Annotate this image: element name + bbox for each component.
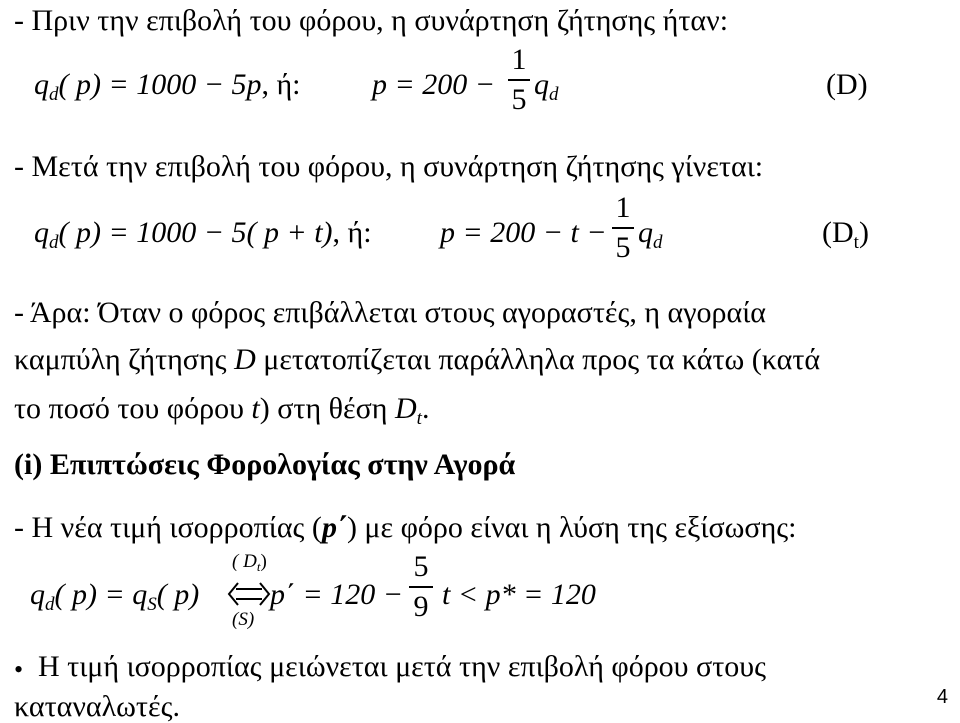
intro-after-tax: - Μετά την επιβολή του φόρου, η συνάρτηση ζήτησης γίνεται: (14, 150, 764, 183)
section-heading: (i) Επιπτώσεις Φορολογίας στην Αγορά (14, 448, 516, 481)
equation-tag-d: (D) (826, 68, 868, 101)
result-line-2: καταναλωτές. (14, 690, 180, 723)
demand-equation-after-tax: $q_d$( p) = 1000 − 5( p + t), ή: (34, 216, 372, 253)
inverse-demand-before-tax: p = 200 − (372, 68, 495, 101)
double-arrow-icon (226, 580, 272, 608)
demand-equation-before-tax: $q_d$( p) = 1000 − 5p, ή: (34, 68, 301, 105)
conclusion-line-3: το ποσό του φόρου t) στη θέση $D_t$. (14, 392, 430, 429)
new-price-expression: p΄ = 120 − (270, 578, 403, 611)
equation-tag-dt: $(D_t)$ (822, 216, 869, 253)
price-comparison: t < p* = 120 (442, 578, 596, 611)
qd-term-2: $q_d$ (638, 216, 663, 253)
fraction-five-ninths: 5 9 (409, 552, 433, 622)
arrow-bottom-label: (S) (232, 609, 255, 630)
intro-before-tax: - Πριν την επιβολή του φόρου, η συνάρτηση ζήτησης ήταν: (14, 4, 729, 37)
qd-term-1: $q_d$ (534, 68, 559, 105)
equilibrium-intro: - Η νέα τιμή ισορροπίας (p΄) με φόρο είναι η λύση της εξίσωσης: (14, 511, 797, 544)
conclusion-line-1: - Άρα: Όταν ο φόρος επιβάλλεται στους αγοραστές, η αγοραία (14, 296, 766, 329)
conclusion-line-2: καμπύλη ζήτησης D μετατοπίζεται παράλληλα προς τα κάτω (κατά (14, 343, 821, 376)
result-line-1: Η τιμή ισορροπίας μειώνεται μετά την επιβολή φόρου στους (38, 650, 766, 683)
equilibrium-equation: $q_d$( $p) = q_S$( p) (30, 578, 200, 615)
arrow-top-label: ( $D_t$) (232, 551, 267, 574)
bullet-icon: • (14, 655, 24, 684)
fraction-one-fifth-1: 1 5 (508, 45, 530, 115)
page-number: 4 (936, 686, 948, 708)
fraction-one-fifth-2: 1 5 (612, 193, 634, 263)
inverse-demand-after-tax: p = 200 − t − (440, 216, 607, 249)
